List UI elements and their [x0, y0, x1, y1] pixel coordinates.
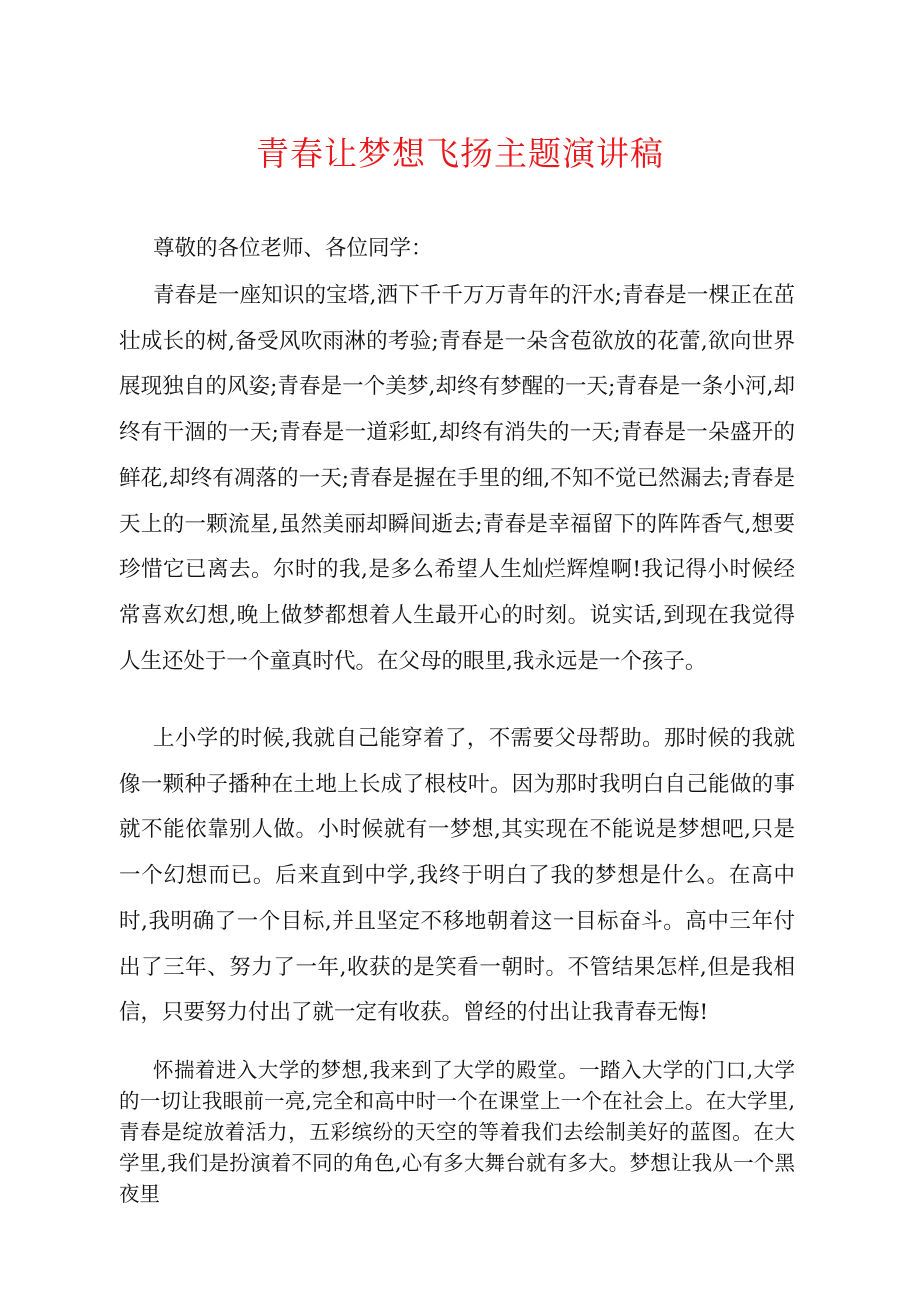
salutation: 尊敬的各位老师、各位同学： [153, 236, 433, 261]
paragraph-2: 上小学的时候,我就自己能穿着了，不需要父母帮助。那时候的我就像一颗种子播种在土地上长成了根枝叶。因为那时我明白自己能做的事就不能依靠别人做。小时候就有一梦想,其实现在不能说是梦想吧,只是一个幻想而已。后来直到中学,我终于明白了我的梦想是什么。在高中时,我明确了一个目标,并且坚定不移地朝着这一目标奋斗。高中三年付出了三年、努力了一年,收获的是笑看一朝时。不管结果怎样,但是我相信，只要努力付出了就一定有收获。曾经的付出让我青春无悔! [119, 726, 795, 1026]
page-title: 青春让梦想飞扬主题演讲稿 [256, 134, 664, 173]
paragraph-3: 怀揣着进入大学的梦想,我来到了大学的殿堂。一踏入大学的门口,大学的一切让我眼前一亮,完全和高中时一个在课堂上一个在社会上。在大学里,青春是绽放着活力，五彩缤纷的天空的等着我们去绘制美好的蓝图。在大学里,我们是扮演着不同的角色,心有多大舞台就有多大。梦想让我从一个黑夜里 [119, 1058, 795, 1206]
paragraph-1: 青春是一座知识的宝塔,洒下千千万万青年的汗水;青春是一棵正在茁壮成长的树,备受风吹雨淋的考验;青春是一朵含苞欲放的花蕾,欲向世界展现独自的风姿;青春是一个美梦,却终有梦醒的一天;青春是一条小河,却终有干涸的一天;青春是一道彩虹,却终有消失的一天;青春是一朵盛开的鲜花,却终有凋落的一天;青春是握在手里的细,不知不觉已然漏去;青春是天上的一颗流星,虽然美丽却瞬间逝去;青春是幸福留下的阵阵香气,想要珍惜它已离去。尔时的我,是多么希望人生灿烂辉煌啊!我记得小时候经常喜欢幻想,晚上做梦都想着人生最开心的时刻。说实话,到现在我觉得人生还处于一个童真时代。在父母的眼里,我永远是一个孩子。 [119, 283, 795, 674]
